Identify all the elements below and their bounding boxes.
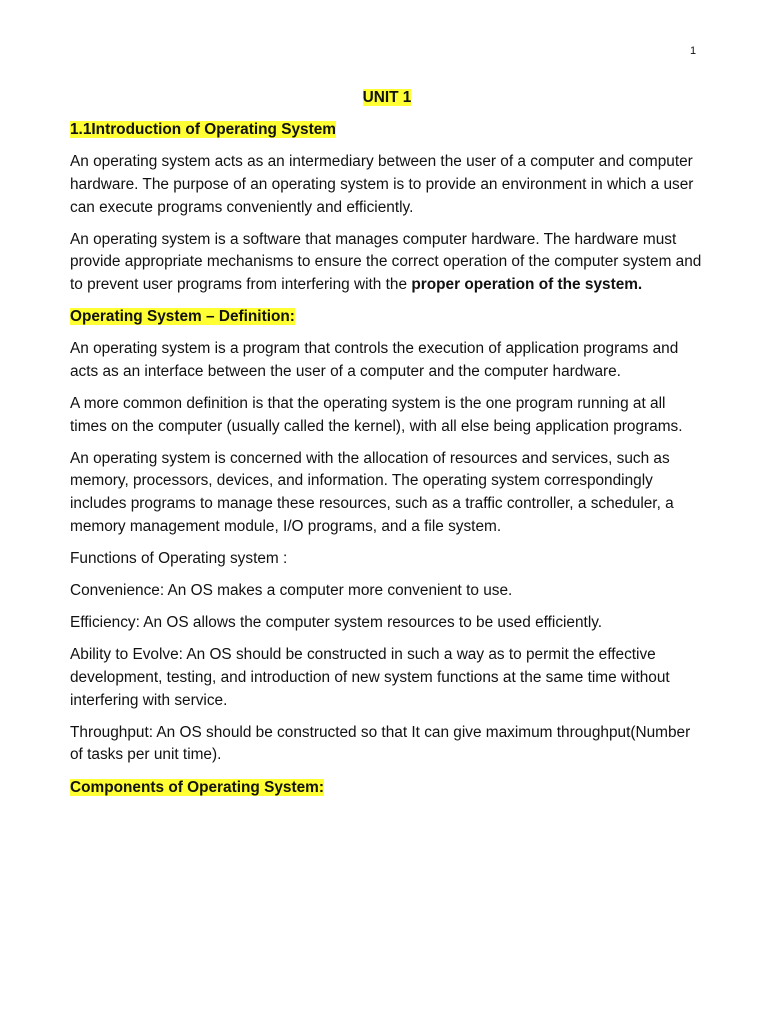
- intro-paragraph-2: [70, 229, 704, 297]
- intro-paragraph-2-text: An operating system is a software that manages computer hardware. The hardware must provide appropriate mechanisms to ensure the correct operation of the computer system and to prevent user programs from interfering with the: [70, 230, 702, 293]
- intro-paragraph-2-bold: proper operation of the system.: [411, 275, 643, 293]
- page-number: 1: [690, 45, 697, 57]
- definition-paragraph-2: A more common definition is that the operating system is the one program running at all times on the computer (usually called the kernel), with all else being application programs.: [70, 395, 683, 435]
- unit-title: UNIT 1: [362, 89, 412, 106]
- definition-heading: Operating System – Definition:: [70, 308, 295, 326]
- definition-heading-line: [70, 306, 704, 329]
- unit-title-line: [70, 87, 704, 110]
- definition-paragraph-1: An operating system is a program that controls the execution of application programs and acts as an interface between the user of a computer and the computer hardware.: [70, 340, 679, 380]
- document-body: [70, 87, 704, 809]
- section-heading-line: [70, 119, 704, 142]
- section-heading: 1.1Introduction of Operating System: [70, 121, 336, 139]
- intro-paragraph-1: An operating system acts as an intermediary between the user of a computer and computer hardware. The purpose of an operating system is to provide an environment in which a user can execute programs conveniently and efficiently.: [70, 153, 694, 216]
- function-item-efficiency: Efficiency: An OS allows the computer system resources to be used efficiently.: [70, 614, 603, 632]
- definition-paragraph-3: An operating system is concerned with the allocation of resources and services, such as memory, processors, devices, and information. The operating system correspondingly includes programs to manage these resources, such as a traffic controller, a scheduler, a memory management module, I/O programs, and a file system.: [70, 449, 674, 535]
- components-heading: Components of Operating System:: [70, 778, 324, 796]
- functions-intro: Functions of Operating system :: [70, 549, 288, 567]
- function-item-ability-to-evolve: Ability to Evolve: An OS should be constructed in such a way as to permit the effective development, testing, and introduction of new system functions at the same time without interfering with service.: [70, 646, 670, 709]
- function-item-convenience: Convenience: An OS makes a computer more convenient to use.: [70, 582, 513, 600]
- function-item-throughput: Throughput: An OS should be constructed so that It can give maximum throughput(Number of tasks per unit time).: [70, 723, 691, 764]
- components-heading-line: [70, 777, 704, 800]
